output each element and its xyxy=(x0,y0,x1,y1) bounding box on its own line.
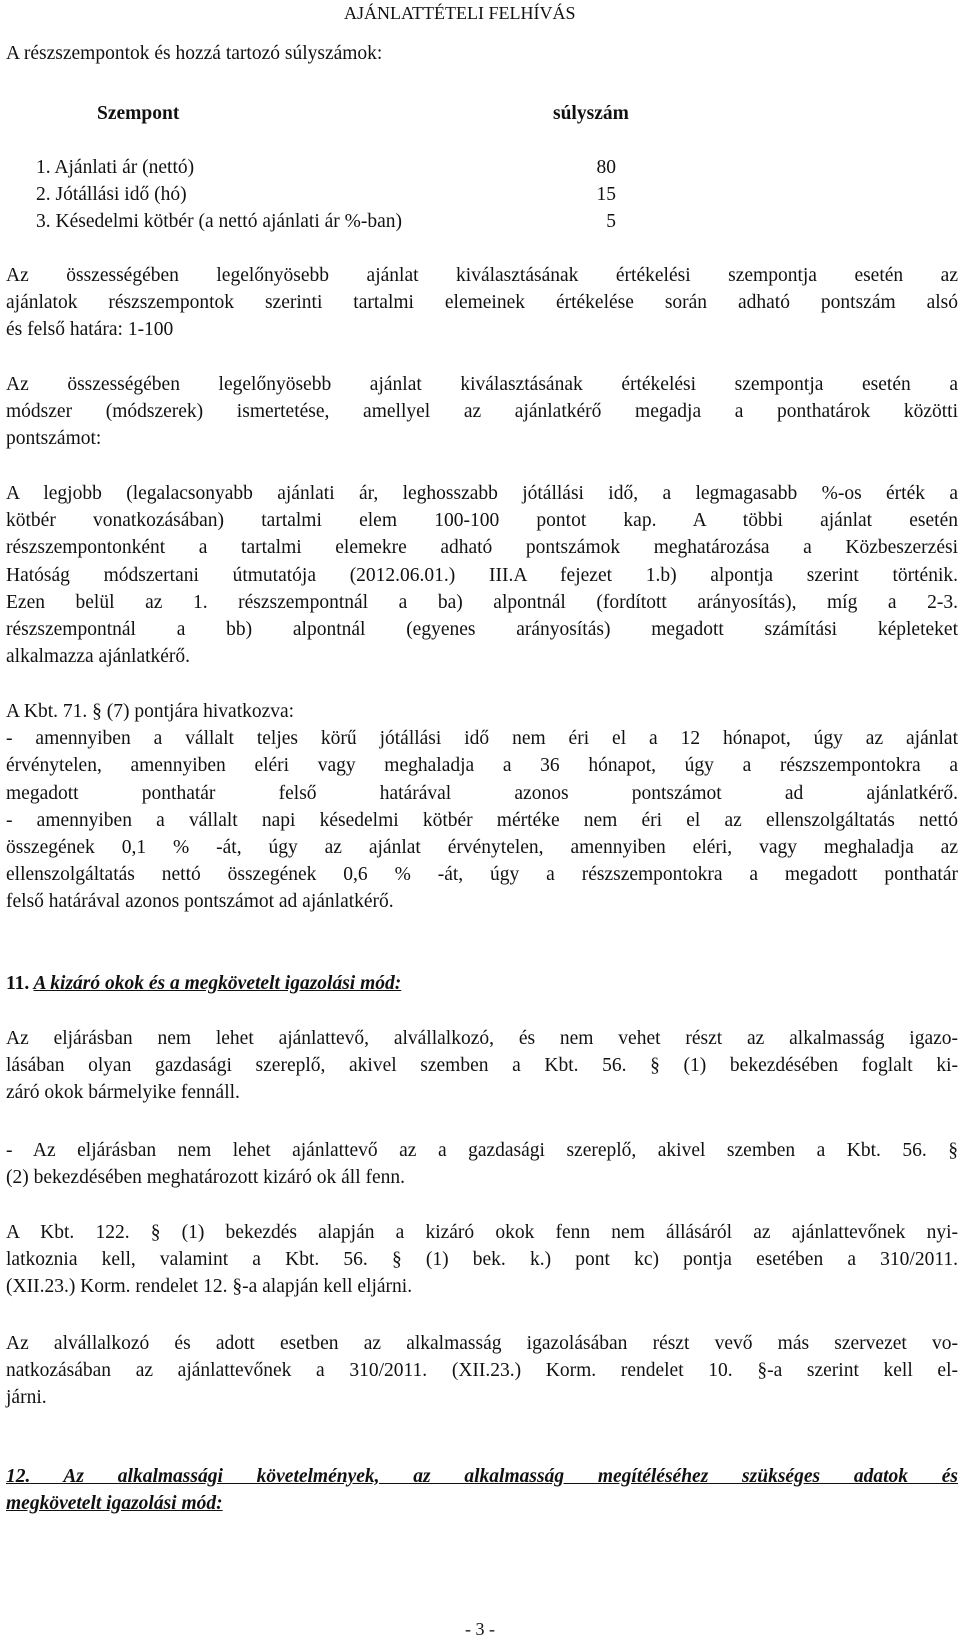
best-offer-paragraph xyxy=(6,480,958,670)
kbt71-paragraph xyxy=(6,698,958,916)
paragraph-line: - amennyiben a vállalt teljes körű jótállási idő nem éri el a 12 hónapot, úgy az ajánlat xyxy=(6,728,958,750)
criterion-weight: 80 xyxy=(596,157,616,178)
paragraph-line: - Az eljárásban nem lehet ajánlattevő az a gazdasági szereplő, akivel szemben a Kbt. 56. § xyxy=(6,1140,958,1161)
paragraph-line: járni. xyxy=(6,1387,47,1409)
paragraph-line: alkalmazza ajánlatkérő. xyxy=(6,646,191,668)
document-header-title: AJÁNLATTÉTELI FELHÍVÁS xyxy=(344,3,576,23)
paragraph-line: pontszámot: xyxy=(6,428,102,450)
paragraph-line: A Kbt. 71. § (7) pontjára hivatkozva: xyxy=(6,701,295,722)
exclusion-2-paragraph xyxy=(6,1137,958,1191)
section-number: 11. xyxy=(6,973,30,994)
exclusion-paragraph xyxy=(6,1025,958,1107)
criteria-column-header: Szempont xyxy=(97,103,180,124)
page-number: - 3 - xyxy=(465,1619,495,1639)
criterion-label: 3. Késedelmi kötbér (a nettó ajánlati ár %-ban) xyxy=(36,211,403,232)
paragraph-line: érvénytelen, amennyiben eléri vagy meghaladja a 36 hónapot, úgy a részszempontokra a xyxy=(6,755,958,777)
section-12-heading xyxy=(6,1463,958,1517)
criterion-label: 1. Ajánlati ár (nettó) xyxy=(36,157,195,178)
criterion-label: 2. Jótállási idő (hó) xyxy=(36,184,187,205)
criterion-weight: 15 xyxy=(596,184,616,205)
paragraph-line: részszempontnál a bb) alpontnál (egyenes arányosítás) megadott számítási képleteket xyxy=(6,619,958,641)
paragraph-line: A Kbt. 122. § (1) bekezdés alapján a kizáró okok fenn nem állásáról az ajánlattevőnek nyi- xyxy=(6,1222,958,1243)
paragraph-line: (2) bekezdésében meghatározott kizáró ok áll fenn. xyxy=(6,1167,406,1189)
section-title: megkövetelt igazolási mód: xyxy=(6,1493,223,1515)
paragraph-line: lásában olyan gazdasági szereplő, akivel szemben a Kbt. 56. § (1) bekezdésében foglalt ki- xyxy=(6,1055,958,1077)
paragraph-line: ajánlatok részszempontok szerinti tartalmi elemeinek értékelése során adható pontszám alsó xyxy=(6,292,958,314)
paragraph-line: Az összességében legelőnyösebb ajánlat kiválasztásának értékelési szempontja esetén a xyxy=(6,374,958,395)
paragraph-line: Az eljárásban nem lehet ajánlattevő, alvállalkozó, és nem vehet részt az alkalmasság igazo- xyxy=(6,1028,958,1049)
kbt122-paragraph xyxy=(6,1219,958,1301)
section-11-heading xyxy=(6,970,958,997)
paragraph-line: (XII.23.) Korm. rendelet 12. §-a alapján kell eljárni. xyxy=(6,1276,413,1298)
paragraph-line: összegének 0,1 % -át, úgy az ajánlat érvénytelen, amennyiben eléri, vagy meghaladja az xyxy=(6,837,958,859)
paragraph-line: latkoznia kell, valamint a Kbt. 56. § (1) bek. k.) pont kc) pontja esetében a 310/2011. xyxy=(6,1249,958,1271)
scoring-range-paragraph xyxy=(6,262,958,344)
subcontractor-paragraph xyxy=(6,1330,958,1412)
paragraph-line: megadott ponthatár felső határával azonos pontszámot ad ajánlatkérő. xyxy=(6,782,958,804)
paragraph-line: és felső határa: 1-100 xyxy=(6,319,174,341)
paragraph-line: Hatóság módszertani útmutatója (2012.06.01.) III.A fejezet 1.b) alpontja szerint történik. xyxy=(6,564,958,586)
section-title-line xyxy=(6,1490,958,1517)
section-number: 12. xyxy=(6,1466,31,1487)
method-paragraph xyxy=(6,371,958,453)
paragraph-line: Az alvállalkozó és adott esetben az alkalmasság igazolásában részt vevő más szervezet vo- xyxy=(6,1333,958,1354)
weight-column-header: súlyszám xyxy=(553,103,629,124)
paragraph-line: ellenszolgáltatás nettó összegének 0,6 % -át, úgy a részszempontokra a megadott ponthatár xyxy=(6,864,958,886)
paragraph-line: kötbér vonatkozásában) tartalmi elem 100-100 pontot kap. A többi ajánlat esetén xyxy=(6,510,958,532)
paragraph-line: záró okok bármelyike fennáll. xyxy=(6,1082,240,1104)
section-title: Az alkalmassági követelmények, az alkalmasság megítéléséhez szükséges adatok és xyxy=(63,1466,958,1487)
criterion-weight: 5 xyxy=(606,211,616,232)
paragraph-line: A legjobb (legalacsonyabb ajánlati ár, leghosszabb jótállási idő, a legmagasabb %-os érték a xyxy=(6,483,958,504)
section-title-line xyxy=(6,1463,958,1490)
paragraph-line: Ezen belül az 1. részszempontnál a ba) alpontnál (fordított arányosítás), míg a 2-3. xyxy=(6,591,958,613)
paragraph-line: natkozásában az ajánlattevőnek a 310/2011. (XII.23.) Korm. rendelet 10. §-a szerint kell el- xyxy=(6,1360,958,1382)
paragraph-line: - amennyiben a vállalt napi késedelmi kötbér mértéke nem éri el az ellenszolgáltatás nettó xyxy=(6,809,958,831)
section-title: A kizáró okok és a megkövetelt igazolási mód: xyxy=(33,973,402,994)
intro-text: A részszempontok és hozzá tartozó súlyszámok: xyxy=(6,43,383,64)
paragraph-line: részszempontonként a tartalmi elemekre adható pontszámok meghatározása a Közbeszerzési xyxy=(6,537,958,559)
paragraph-line: módszer (módszerek) ismertetése, amellyel az ajánlatkérő megadja a ponthatárok közötti xyxy=(6,401,958,423)
paragraph-line: felső határával azonos pontszámot ad ajánlatkérő. xyxy=(6,891,394,913)
paragraph-line: Az összességében legelőnyösebb ajánlat kiválasztásának értékelési szempontja esetén az xyxy=(6,265,958,286)
